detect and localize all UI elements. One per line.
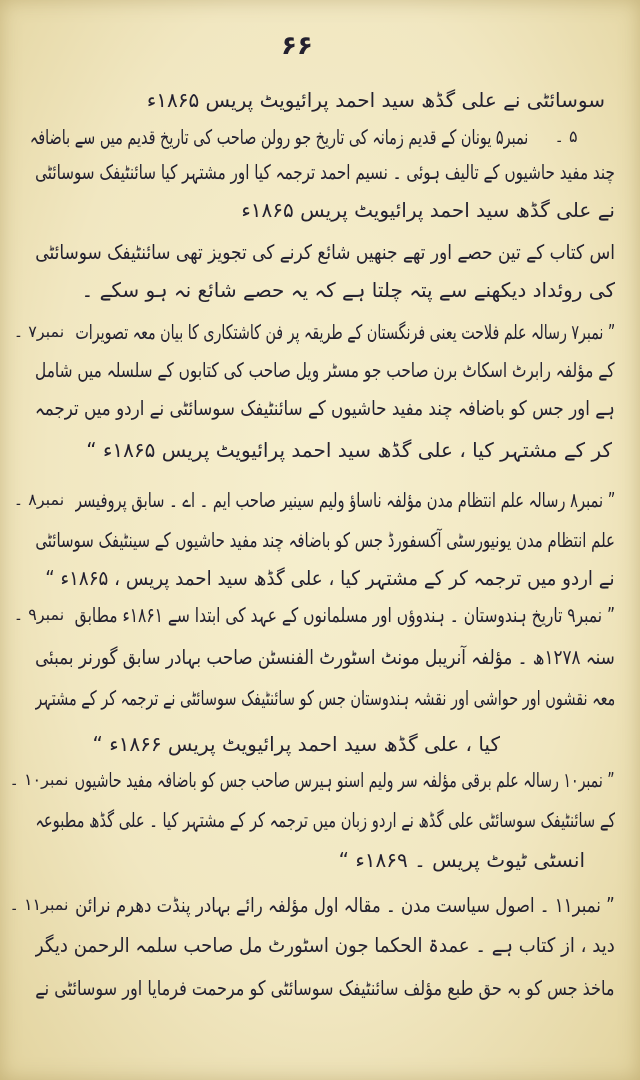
text-line-content: سوسائٹی نے علی گڈھ سید احمد پرائیویٹ پریس ۱۸۶۵ء [146, 88, 605, 112]
text-line [35, 154, 615, 190]
text-line-content: نمبر۵ یونان کے قدیم زمانہ کی تاریخ جو رولن صاحب کی تاریخ قدیم میں سے باضافہ [30, 125, 528, 149]
entry-number-label: نمبر۱۰ ۔ [9, 770, 69, 789]
text-line-content: کیا ، علی گڈھ سید احمد پرائیویٹ پریس ۱۸۶۶ء “ [92, 732, 500, 756]
entry-number-label: نمبر۹ ۔ [13, 605, 65, 624]
text-line [60, 432, 612, 468]
text-line [75, 482, 615, 518]
text-line-content: دید ، از کتاب ہے ۔ عمدۃ الحکما جون اسٹورٹ مل صاحب سلمہ الرحمن دیگر [35, 933, 615, 957]
text-line [60, 192, 615, 228]
text-line-content: ” نمبر۱۱ ۔ اصول سیاست مدن ۔ مقالہ اول مؤلفہ رائے بہادر پنڈت دھرم نرائن [75, 893, 615, 917]
text-line-content: انسٹی ٹیوٹ پریس ۔ ۱۸۶۹ء “ [338, 848, 585, 872]
text-line [75, 597, 615, 633]
text-line-content: کے سائنٹیفک سوسائٹی علی گڈھ نے اردو زبان میں ترجمہ کر کے مشتہر کیا ۔ علی گڈھ مطبوعہ [35, 808, 615, 832]
entry-number-label: ۵ ۔ [554, 127, 578, 146]
text-line [45, 560, 615, 596]
text-line [30, 119, 528, 155]
text-line-content: کر کے مشتہر کیا ، علی گڈھ سید احمد پرائیویٹ پریس ۱۸۶۵ء “ [86, 438, 612, 462]
text-line-content: کے مؤلفہ رابرٹ اسکاٹ برن صاحب جو مسٹر ویل صاحب کی کتابوں کے سلسلہ میں شامل [35, 358, 615, 382]
text-line-content: ہے اور جس کو باضافہ چند مفید حاشیوں کے سائنٹیفک سوسائٹی نے اردو میں ترجمہ [35, 396, 615, 420]
text-line [35, 352, 615, 388]
text-line [35, 234, 615, 270]
text-line [35, 927, 615, 963]
text-line [75, 314, 615, 350]
text-line-content: معہ نقشوں اور حواشی اور نقشہ ہندوستان جس کو سائنٹیفک سوسائٹی نے ترجمہ کر کے مشتہر [35, 686, 615, 710]
entry-number-label: نمبر۸ ۔ [13, 490, 65, 509]
entry-number-label: نمبر۷ ۔ [13, 322, 65, 341]
text-line-content: ” نمبر۹ تاریخ ہندوستان ۔ ہندوؤں اور مسلمانوں کے عہد کی ابتدا سے ۱۸۶۱ء مطابق [75, 603, 615, 627]
text-line [60, 272, 615, 308]
text-line-content: کی روئداد دیکھنے سے پتہ چلتا ہے کہ یہ حصے شائع نہ ہو سکے ۔ [81, 278, 615, 302]
page-number: ۶۶ [281, 31, 313, 61]
text-line-content: علم انتظام مدن یونیورسٹی آکسفورڈ جس کو باضافہ چند مفید حاشیوں کے سینٹیفک سوسائٹی [35, 528, 615, 552]
text-line [60, 726, 500, 762]
text-line [35, 970, 615, 1006]
text-line [35, 522, 615, 558]
text-line-content: ” نمبر۸ رسالہ علم انتظام مدن مؤلفہ ناساؤ ولیم سینیر صاحب ایم ۔ اے ۔ سابق پروفیسر [75, 488, 615, 512]
text-line-content: چند مفید حاشیوں کے تالیف ہوئی ۔ نسیم احمد ترجمہ کیا اور مشتہر کیا سائنٹیفک سوسائٹی [35, 160, 615, 184]
text-line [75, 887, 615, 923]
text-line-content: اس کتاب کے تین حصے اور تھے جنھیں شائع کرنے کی تجویز تھی سائنٹیفک سوسائٹی [35, 240, 615, 264]
text-line [35, 802, 615, 838]
entry-number-label: نمبر۱۱ ۔ [9, 895, 69, 914]
text-line [35, 639, 615, 675]
text-line [60, 82, 605, 118]
text-line [75, 762, 615, 798]
text-line-content: نے علی گڈھ سید احمد پرائیویٹ پریس ۱۸۶۵ء [241, 198, 615, 222]
text-line-content: ماخذ جس کو بہ حق طبع مؤلف سائنٹیفک سوسائٹی کو مرحمت فرمایا اور سوسائٹی نے [35, 976, 615, 1000]
text-line [60, 842, 585, 878]
text-line-content: نے اردو میں ترجمہ کر کے مشتہر کیا ، علی گڈھ سید احمد پریس ، ۱۸۶۵ء “ [45, 566, 615, 590]
text-line-content: ” نمبر۷ رسالہ علم فلاحت یعنی فرنگستان کے طریقہ پر فن کاشتکاری کا بیان معہ تصویرات [75, 320, 615, 344]
text-line-content: سنہ ۱۲۷۸ھ ۔ مؤلفہ آنریبل مونٹ اسٹورٹ الفنسٹن صاحب بہادر سابق گورنر بمبئی [35, 645, 615, 669]
text-line [35, 680, 615, 716]
text-line [35, 390, 615, 426]
text-line-content: ” نمبر۱۰ رسالہ علم برقی مؤلفہ سر ولیم اسنو ہیرس صاحب جس کو باضافہ مفید حاشیوں [75, 768, 615, 792]
